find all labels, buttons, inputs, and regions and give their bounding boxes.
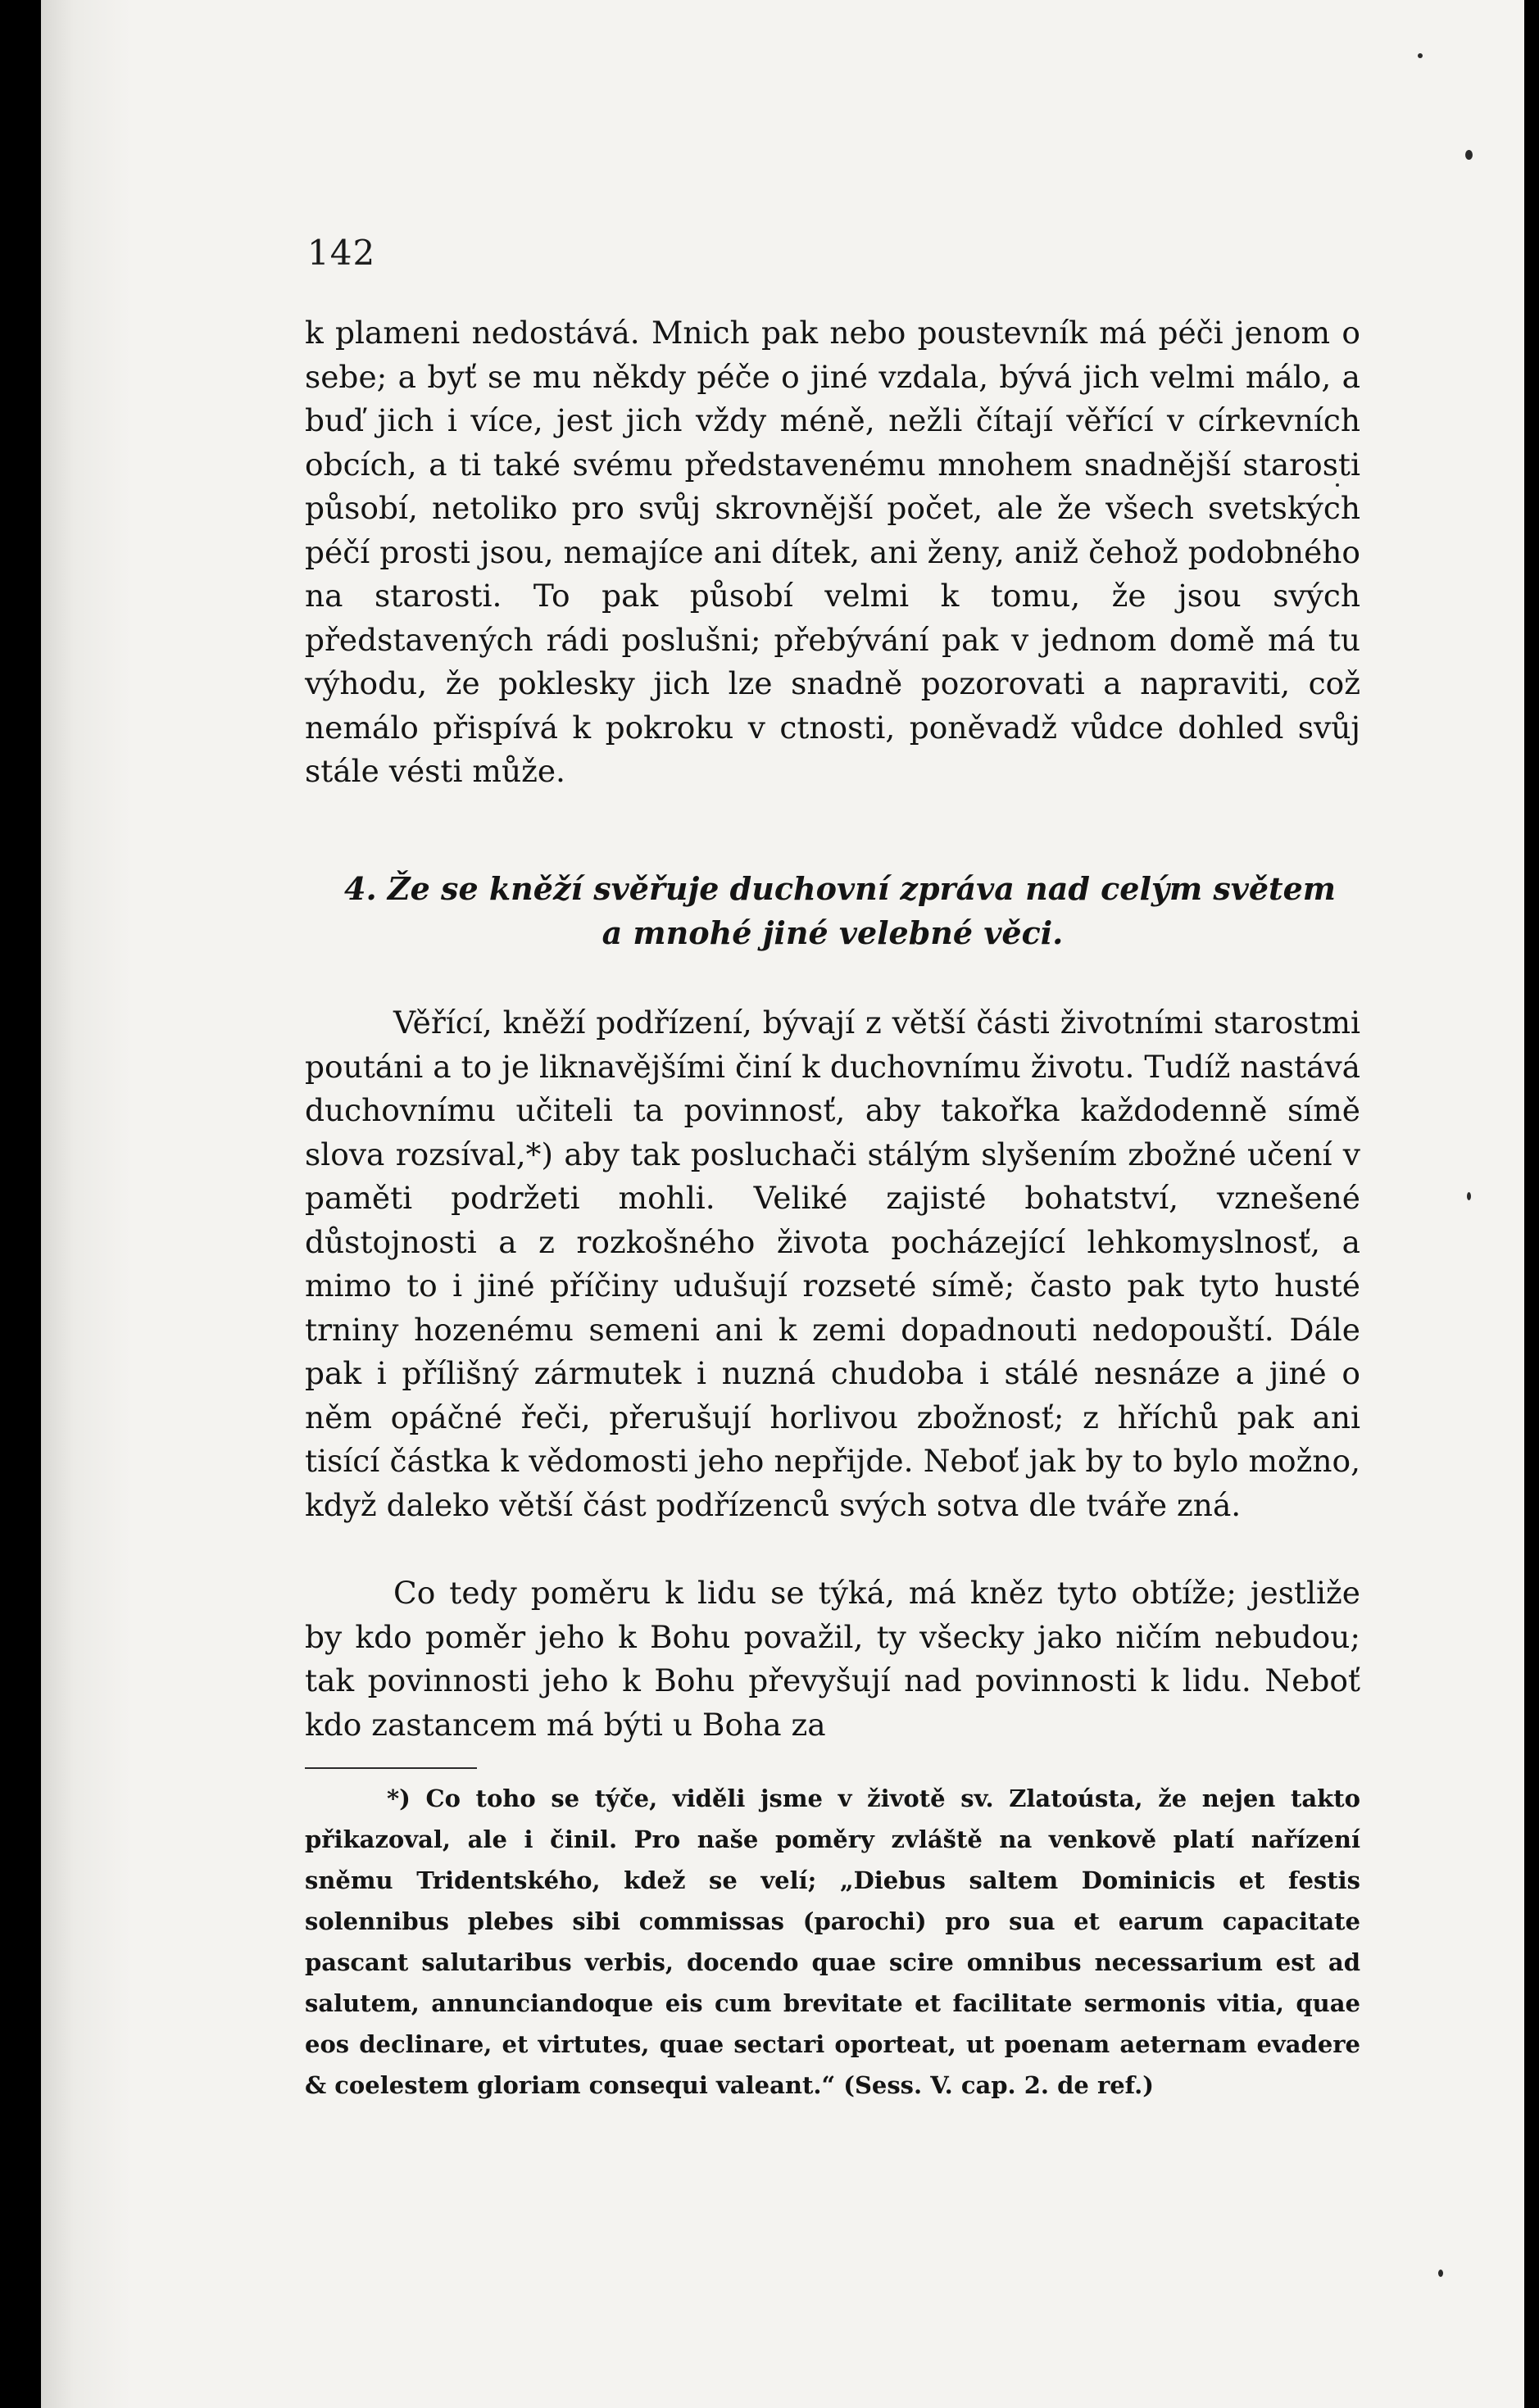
scan-speck [1467,1192,1471,1200]
section-heading-line-2: a mnohé jiné velebné věci. [602,914,1064,951]
scan-speck [1438,2270,1443,2277]
paragraph-body: Věřící, kněží podřízení, bývají z větší části životními starostmi poutáni a to je liknavějšími činí k duchovnímu životu. Tudíž nastává duchovnímu učiteli ta povinnosť, aby takořka každodenně símě slova rozsíval,*) aby tak posluchači stálým slyšením zbožné učení v paměti podržeti mohli. Veliké zajisté bohatství, vznešené důstojnosti a z rozkošného života pocházející lehkomyslnosť, a mimo to i jiné příčiny udušují rozseté símě; často pak tyto husté trniny hozenému semeni ani k zemi dopadnouti nedopouští. Dále pak i přílišný zármutek i nuzná chudoba i stálé nesnáze a jiné o něm opáčné řeči, přerušují horlivou zbožnosť; z hříchů pak ani tisící částka k vědomosti jeho nepřijde. Neboť jak by to bylo možno, když daleko větší část podřízenců svých sotva dle tváře zná. [305,1004,1360,1523]
section-heading-line-1: 4. Že se kněží svěřuje duchovní zpráva nad celým světem [344,870,1336,907]
scan-speck [1418,53,1423,58]
book-page [41,0,1524,2408]
paragraph-continuation: k plameni nedostává. Mnich pak nebo poustevník má péči jenom o sebe; a byť se mu někdy péče o jiné vzdala, bývá jich velmi málo, a buď jich i více, jest jich vždy méně, nežli čítají věřící v církevních obcích, a ti také svému představenému mnohem snadnější starosti působí, netoliko pro svůj skrovnější počet, ale že všech svetských péčí prosti jsou, nemajíce ani dítek, ani ženy, aniž čehož podobného na starosti. To pak působí velmi k tomu, že jsou svých představených rádi poslušni; přebývání pak v jednom domě má tu výhodu, že poklesky jich lze snadně pozorovati a napraviti, což nemálo přispívá k pokroku v ctnosti, poněvadž vůdce dohled svůj stále vésti může. [305,315,1360,789]
paragraph-body: Co tedy poměru k lidu se týká, má kněz tyto obtíže; jestliže by kdo poměr jeho k Bohu považil, ty všecky jako ničím nebudou; tak povinnosti jeho k Bohu převyšují nad povinnosti k lidu. Neboť kdo zastancem má býti u Boha za [305,1575,1360,1743]
footnote: *) Co toho se týče, viděli jsme v životě sv. Zlatoústa, že nejen takto přikazoval, ale i činil. Pro naše poměry zvláště na venkově platí nařízení sněmu Tridentského, kdež se velí; „Diebus saltem Dominicis et festis solennibus plebes sibi commissas (parochi) pro sua et earum capacitate pascant salutaribus verbis, docendo quae scire omnibus necessarium est ad salutem, annunciandoque eis cum brevitate et facilitate sermonis vitia, quae eos declinare, et virtutes, quae sectari oporteat, ut poenam aeternam evadere & coelestem gloriam consequi valeant.“ (Sess. V. cap. 2. de ref.) [305,1784,1360,2099]
section-heading [305,867,1360,955]
scan-border [1524,0,1539,2408]
scan-speck [1465,150,1473,160]
scan-speck [1336,483,1339,487]
page-number: 142 [307,233,376,273]
footnote-divider [305,1767,477,1769]
